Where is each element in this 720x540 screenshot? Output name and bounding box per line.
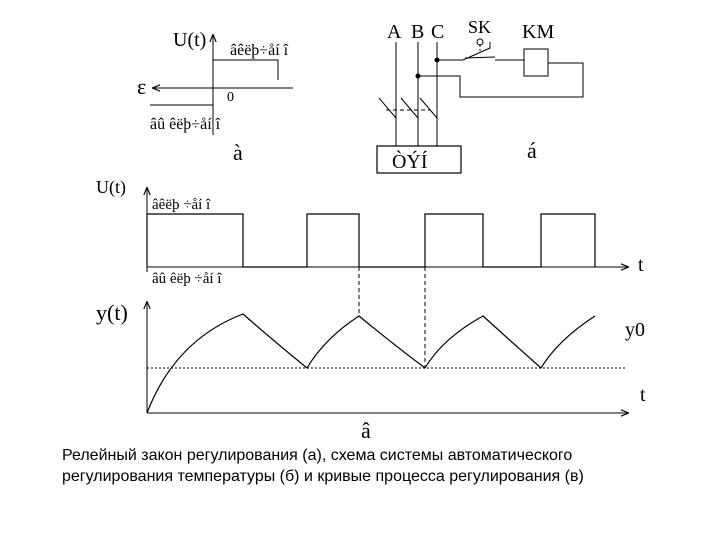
relay-characteristic <box>137 29 293 165</box>
u-off-label: âû êëþ ÷åí î <box>152 271 222 287</box>
main-contact-a <box>379 98 396 118</box>
panel-a-label: à <box>233 140 243 165</box>
control-circuit <box>377 17 583 173</box>
phase-a-label: A <box>387 21 402 43</box>
figure-caption <box>62 445 662 487</box>
u-axis-label: U(t) <box>96 177 126 197</box>
caption-line-1: Релейный закон регулирования (а), схема системы автоматического <box>62 447 573 464</box>
u-on-label: âêëþ ÷åí î <box>152 197 211 213</box>
contactor-coil <box>524 49 548 76</box>
relay-off-label: âû êëþ÷åí î <box>150 116 221 133</box>
caption-line-2: регулирования температуры (б) и кривые процесса регулирования (в) <box>62 468 584 485</box>
sensor-label: SK <box>468 17 492 37</box>
phase-c-label: C <box>431 21 445 43</box>
u-time-label: t <box>638 254 644 276</box>
process-curves <box>96 177 646 443</box>
relay-x-label: ε <box>137 74 147 99</box>
setpoint-label: y0 <box>625 319 645 341</box>
panel-c-label: â <box>361 418 371 443</box>
relay-y-label: U(t) <box>173 29 207 51</box>
main-contact-c <box>420 98 437 118</box>
y-time-label: t <box>640 384 646 406</box>
coil-return-wire <box>418 63 583 97</box>
panel-b-label: á <box>527 138 537 163</box>
main-contact-b <box>401 98 418 118</box>
u-pulse-train <box>147 214 595 267</box>
phase-b-label: B <box>411 21 425 43</box>
heater-label: ÒÝÍ <box>392 151 428 173</box>
y-axis-label: y(t) <box>96 300 128 325</box>
relay-origin-label: 0 <box>227 90 234 105</box>
sensor-head-icon <box>477 39 483 45</box>
relay-on-level <box>213 60 278 80</box>
contactor-label: KM <box>522 21 555 43</box>
y-response-curve <box>147 314 595 413</box>
relay-on-label: âêëþ÷åí î <box>230 42 289 59</box>
